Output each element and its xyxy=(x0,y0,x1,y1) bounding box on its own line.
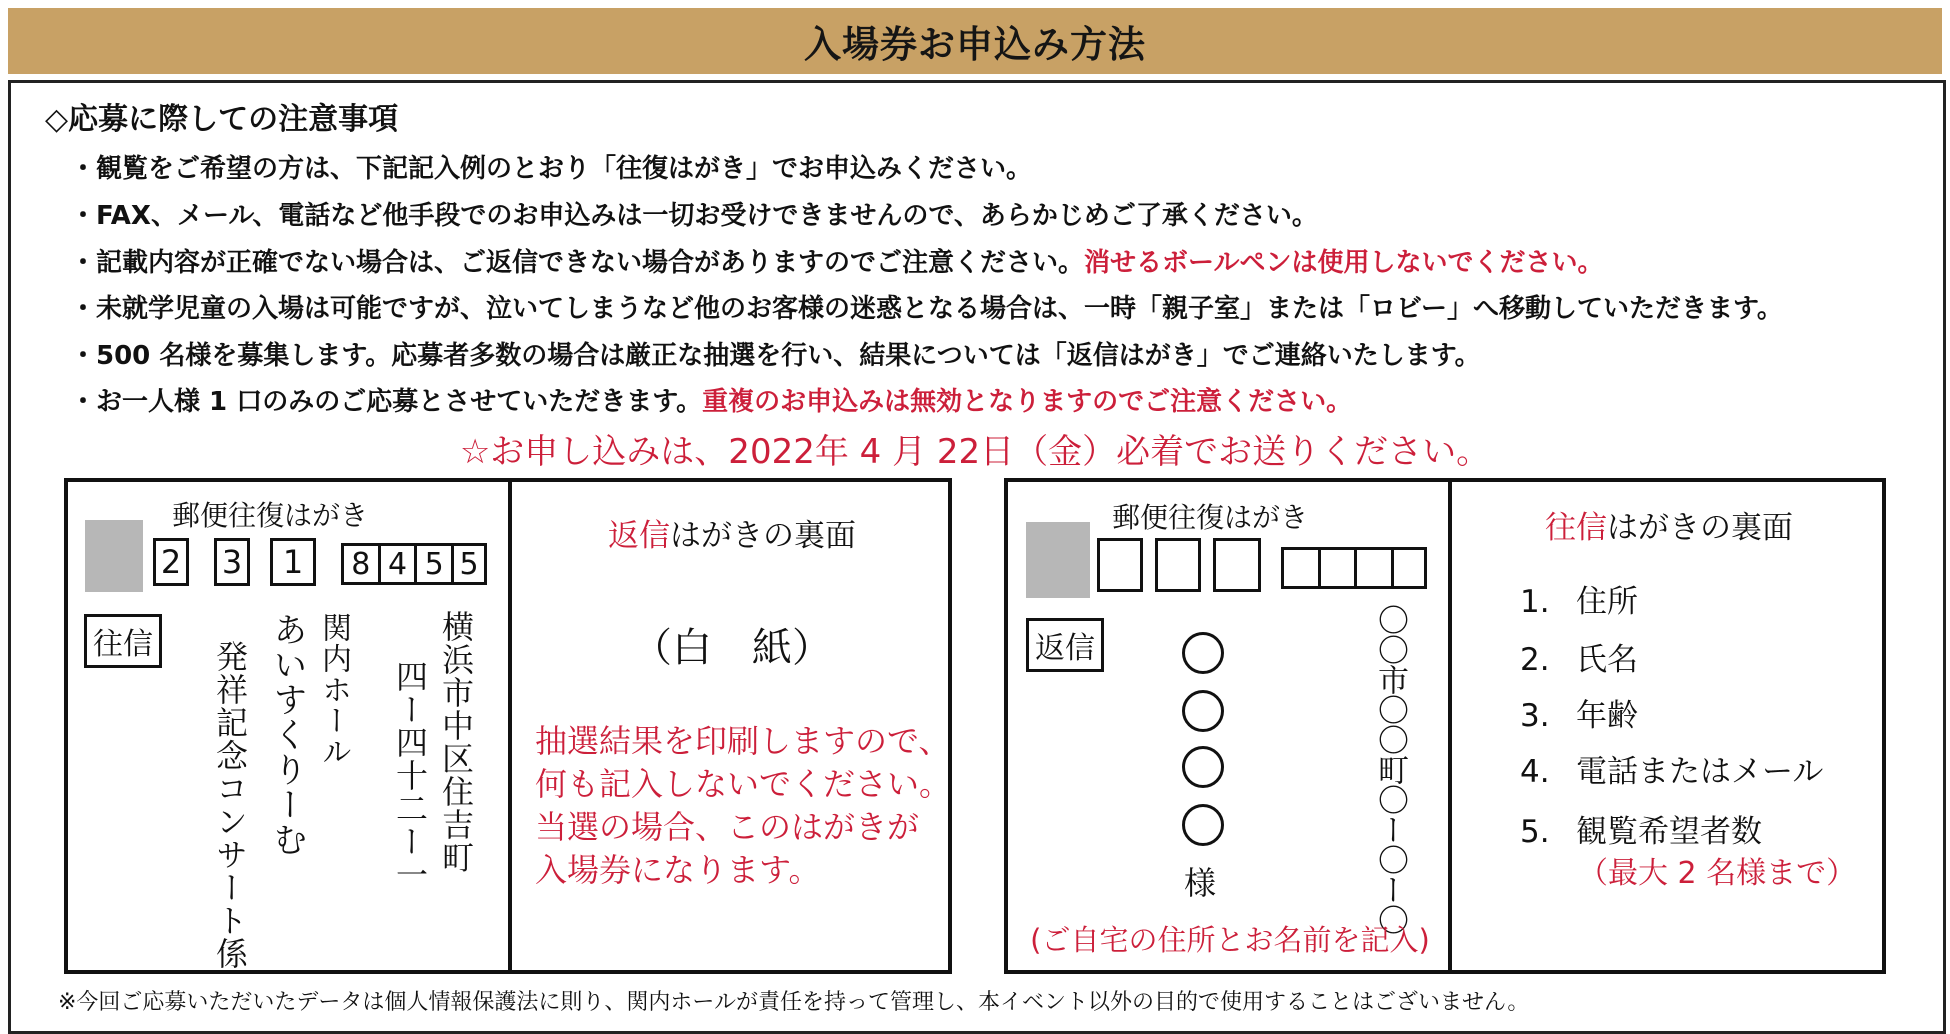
address-line: 〇〇市〇〇町〇ー〇ー〇 xyxy=(1372,604,1408,934)
zip-box-empty xyxy=(1155,538,1201,592)
note-warning: 消せるボールペンは使用しないでください。 xyxy=(1084,248,1604,278)
address-line: 四ー四十二ー一 xyxy=(391,660,429,891)
notes-title: ◇応募に際しての注意事項 xyxy=(45,102,399,137)
zip-digit: 1 xyxy=(270,538,316,586)
postcard-label: 郵便往復はがき xyxy=(172,499,369,532)
name-suffix: 様 xyxy=(1184,864,1217,902)
page-title: 入場券お申込み方法 xyxy=(804,23,1146,66)
zip-group-empty xyxy=(1281,547,1427,589)
note-item: ・FAX、メール、電話など他手段でのお申込みは一切お受けできませんので、あらかじめご了承ください。 xyxy=(70,201,1318,231)
note-item: ・観覧をご希望の方は、下記記入例のとおり「往復はがき」でお申込みください。 xyxy=(70,154,1033,184)
zip-digit: 5 xyxy=(459,546,479,582)
instruction-text: 抽選結果を印刷しますので、 何も記入しないでください。 当選の場合、このはがきが 入場券になります。 xyxy=(535,722,952,889)
list-item: 4. 電話またはメール xyxy=(1520,754,1824,790)
list-item: 5. 観覧希望者数 xyxy=(1520,814,1762,850)
zip-box-empty xyxy=(1213,538,1261,592)
note-item: ・500 名様を募集します。応募者多数の場合は厳正な抽選を行い、結果については「返信はがき」でご連絡いたします。 xyxy=(70,341,1481,371)
note-item: ・記載内容が正確でない場合は、ご返信できない場合がありますのでご注意ください。消せるボールペンは使用しないでください。 xyxy=(70,248,1604,278)
address-note: (ご自宅の住所とお名前を記入) xyxy=(1030,923,1430,957)
header-bar xyxy=(8,8,1942,74)
name-placeholder-circle xyxy=(1182,746,1224,788)
zip-digit: 5 xyxy=(417,546,454,582)
deadline-notice: ☆お申し込みは、2022年 4 月 22日（金）必着でお送りください。 xyxy=(459,432,1491,472)
stamp-placeholder xyxy=(85,520,143,592)
recipient-section: 発祥記念コンサート係 xyxy=(211,640,249,970)
type-label-reply: 返信 xyxy=(1026,618,1104,672)
note-warning: 重複のお申込みは無効となりますのでご注意ください。 xyxy=(702,387,1353,417)
name-placeholder-circle xyxy=(1182,804,1224,846)
note-item: ・未就学児童の入場は可能ですが、泣いてしまうなど他のお客様の迷惑となる場合は、一時「親子室」または「ロビー」へ移動していただきます。 xyxy=(70,294,1783,324)
zip-box-empty xyxy=(1097,538,1143,592)
card-divider xyxy=(1448,478,1452,974)
postcard-label: 郵便往復はがき xyxy=(1112,501,1309,534)
name-placeholder-circle xyxy=(1182,632,1224,674)
list-item: 1. 住所 xyxy=(1520,584,1638,620)
recipient-event: あいすくりーむ xyxy=(267,612,307,857)
list-item: 3. 年齢 xyxy=(1520,698,1638,734)
address-line: 横浜市中区住吉町 xyxy=(437,610,475,874)
note-item: ・お一人様 1 口のみのご応募とさせていただきます。重複のお申込みは無効となりますのでご注意ください。 xyxy=(70,387,1353,417)
zip-digit: 2 xyxy=(153,538,189,586)
blank-notice: （白 紙） xyxy=(632,625,832,671)
zip-group xyxy=(341,543,487,585)
zip-digit: 4 xyxy=(381,546,418,582)
list-note: （最大 2 名様まで） xyxy=(1578,856,1857,891)
zip-digit: 8 xyxy=(344,546,381,582)
recipient-hall: 関内ホール xyxy=(316,612,351,767)
zip-digit: 3 xyxy=(214,538,250,586)
type-label-outgoing: 往信 xyxy=(84,614,162,668)
back-side-title: 往信はがきの裏面 xyxy=(1545,510,1793,546)
privacy-footnote: ※今回ご応募いただいたデータは個人情報保護法に則り、関内ホールが責任を持って管理し、本イベント以外の目的で使用することはございません。 xyxy=(58,990,1530,1015)
name-placeholder-circle xyxy=(1182,690,1224,732)
stamp-placeholder xyxy=(1026,522,1090,598)
list-item: 2. 氏名 xyxy=(1520,642,1638,678)
back-side-title: 返信はがきの裏面 xyxy=(608,518,856,554)
